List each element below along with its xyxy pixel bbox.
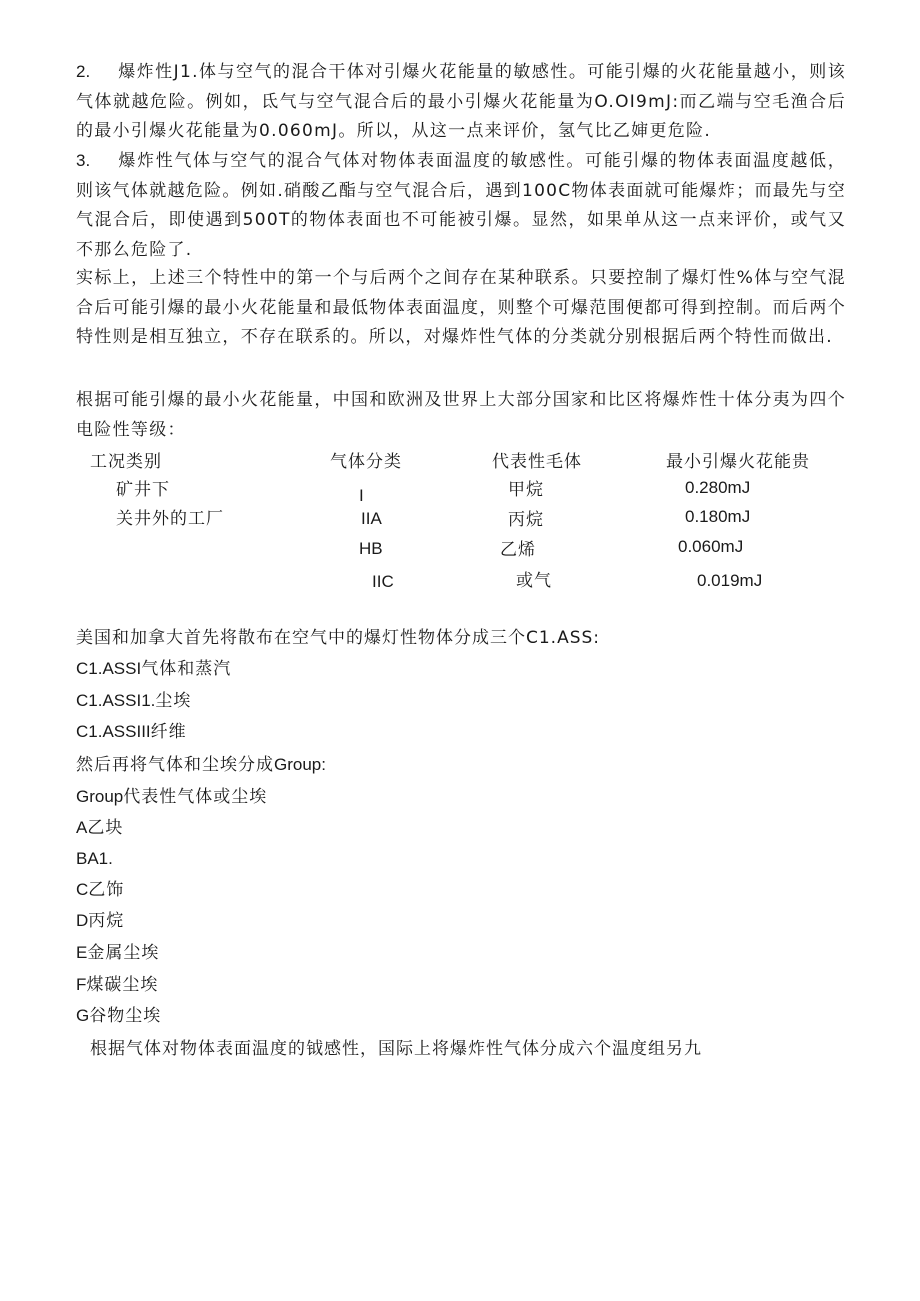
- table-cell-category: 关井外的工厂: [116, 509, 224, 529]
- group-intro-line: 然后再将气体和尘埃分成Group:: [76, 755, 326, 775]
- class-desc: 气体和蒸汽: [141, 659, 232, 679]
- group-code: F: [76, 975, 87, 994]
- class-code: C1.ASSI: [76, 659, 142, 678]
- group-desc: 乙块: [87, 818, 124, 838]
- paragraph-text: 爆炸性J1.体与空气的混合干体对引爆火花能量的敏感性。可能引爆的火花能量越小，则该气体就越危险。例如，氐气与空气混合后的最小引爆火花能量为O.OI9mJ:而乙端与空毛渔合后的最小引爆火花能量为0.060mJ。所以，从这一点来评价，氢气比乙婶更危险.: [76, 62, 846, 141]
- group-code: C: [76, 880, 89, 899]
- group-code: D: [76, 911, 89, 930]
- table-cell-energy: 0.280mJ: [685, 478, 751, 497]
- us-intro-line: 美国和加拿大首先将散布在空气中的爆灯性物体分成三个C1.ASS:: [76, 628, 601, 648]
- paragraph-item-2: [76, 57, 846, 147]
- group-code: BA1.: [76, 849, 113, 868]
- group-desc: 谷物尘埃: [89, 1006, 162, 1026]
- table-cell-class: IIC: [372, 572, 394, 591]
- group-item: [76, 1004, 161, 1028]
- table-header-category: 工况类别: [90, 452, 162, 472]
- table-cell-category: 矿井下: [116, 480, 170, 500]
- class-line: [76, 657, 231, 681]
- paragraph-classification-intro: [76, 386, 846, 445]
- table-cell-energy: 0.019mJ: [697, 571, 763, 590]
- class-line: [76, 720, 187, 744]
- group-desc: 乙饰: [88, 880, 125, 900]
- group-header-line: Group代表性气体或尘埃: [76, 787, 268, 807]
- paragraph-text: 根据可能引爆的最小火花能量，中国和欧洲及世界上大部分国家和比区将爆炸性十体分夷为四个电险性等级：: [76, 390, 846, 440]
- group-desc: 金属尘埃: [87, 943, 160, 963]
- group-code: A: [76, 818, 88, 837]
- group-item: [76, 909, 124, 933]
- group-item: [76, 847, 113, 871]
- class-code: C1.ASSI1.: [76, 691, 156, 710]
- table-cell-gas: 乙烯: [500, 540, 536, 560]
- group-item: [76, 878, 124, 902]
- group-item: [76, 973, 158, 997]
- group-item: [76, 941, 159, 965]
- table-cell-energy: 0.180mJ: [685, 507, 751, 526]
- class-line: [76, 689, 191, 713]
- table-cell-class: HB: [359, 539, 383, 558]
- class-code: C1.ASSIII: [76, 722, 151, 741]
- group-desc: 煤碳尘埃: [86, 975, 159, 995]
- table-cell-gas: 或气: [516, 571, 552, 591]
- paragraph-text: 实标上，上述三个特性中的第一个与后两个之间存在某种联系。只要控制了爆灯性%体与空气混合后可能引爆的最小火花能量和最低物体表面温度，则整个可爆范围便都可得到控制。而后两个特性则是相互独立，不存在联系的。所以，对爆炸性气体的分类就分别根据后两个特性而做出.: [76, 268, 846, 347]
- group-code: G: [76, 1006, 90, 1025]
- closing-line: 根据气体对物体表面温度的钺感性，国际上将爆炸性气体分成六个温度组另九: [90, 1039, 702, 1059]
- table-cell-class: I: [359, 486, 364, 505]
- group-desc: 丙烷: [88, 911, 125, 931]
- paragraph-item-3: [76, 146, 846, 265]
- table-cell-gas: 丙烷: [508, 510, 544, 530]
- table-header-gas: 代表性毛体: [492, 452, 582, 472]
- paragraph-text: 爆炸性气体与空气的混合气体对物体表面温度的敏感性。可能引爆的物体表面温度越低，则该气体就越危险。例如.硝酸乙酯与空气混合后，遇到100C物体表面就可能爆炸；而最先与空气混合后，即使遇到500T的物体表面也不可能被引爆。显然，如果单从这一点来评价，或气又不那么危险了.: [76, 151, 846, 260]
- table-cell-gas: 甲烷: [508, 480, 544, 500]
- group-code: E: [76, 943, 88, 962]
- class-desc: 尘埃: [155, 691, 192, 711]
- table-cell-class: IIA: [361, 509, 382, 528]
- paragraph-number: 3.: [76, 151, 91, 170]
- table-header-class: 气体分类: [330, 452, 402, 472]
- table-cell-energy: 0.060mJ: [678, 537, 744, 556]
- table-header-energy: 最小引爆火花能贵: [666, 452, 810, 472]
- group-item: [76, 816, 123, 840]
- class-desc: 纤维: [150, 722, 187, 742]
- paragraph-number: 2.: [76, 62, 91, 81]
- paragraph-relationship: [76, 264, 846, 353]
